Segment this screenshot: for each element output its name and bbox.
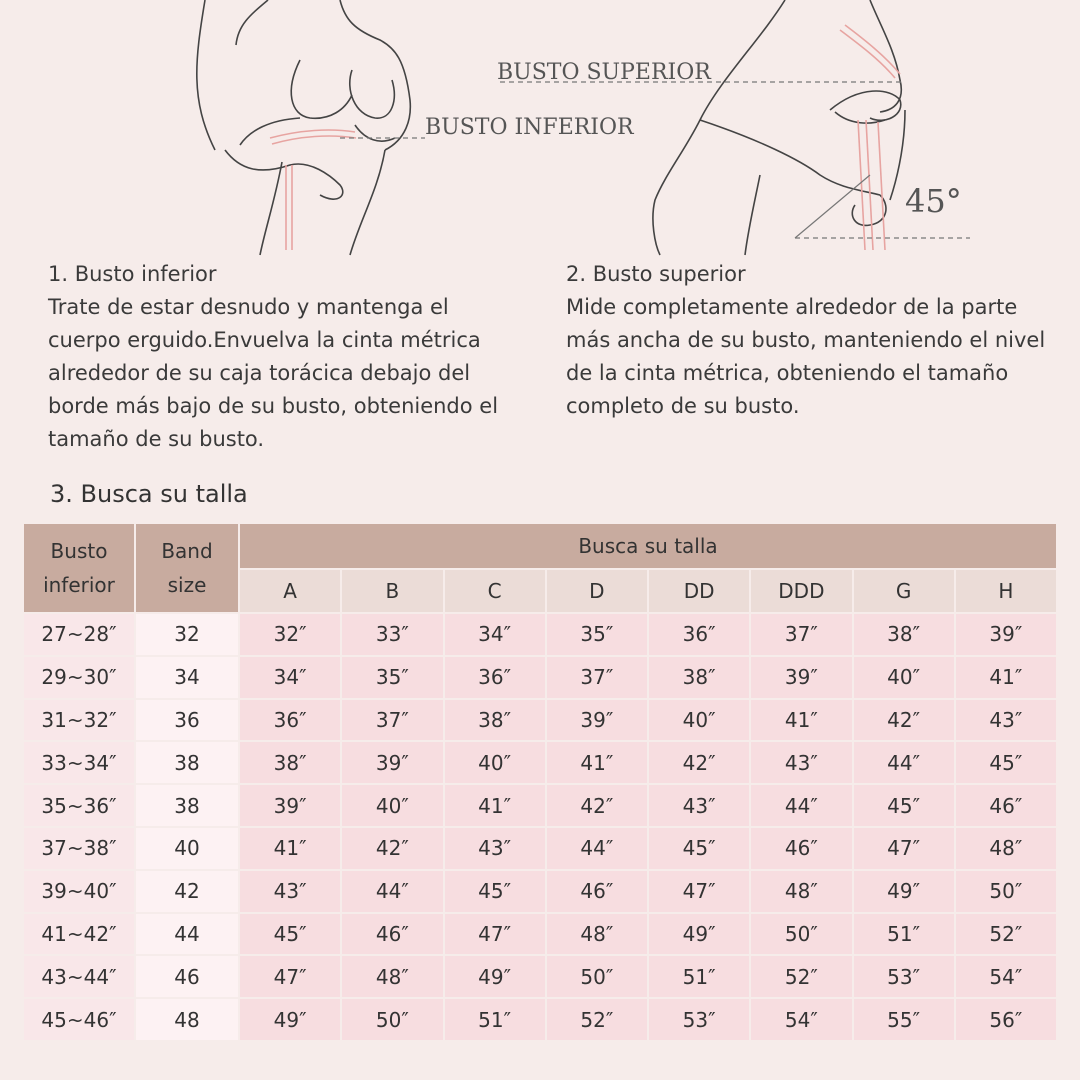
- lower-bust-label: BUSTO INFERIOR: [425, 115, 634, 140]
- size-cell: 34″: [444, 613, 546, 656]
- size-cell: 37″: [546, 656, 648, 699]
- table-row: [23, 998, 1057, 1041]
- size-table: [22, 522, 1058, 1042]
- size-cell: 49″: [853, 870, 955, 913]
- size-cell: 45″: [648, 827, 750, 870]
- bust-range-cell: 29~30″: [23, 656, 135, 699]
- size-cell: 41″: [239, 827, 341, 870]
- size-cell: 47″: [444, 913, 546, 956]
- size-cell: 43″: [750, 741, 852, 784]
- size-cell: 32″: [239, 613, 341, 656]
- size-cell: 47″: [853, 827, 955, 870]
- step-title: 1. Busto inferior: [48, 262, 217, 286]
- table-body: [23, 613, 1057, 1041]
- bust-range-cell: 45~46″: [23, 998, 135, 1041]
- cup-header: DD: [648, 569, 750, 613]
- size-cell: 37″: [341, 699, 443, 742]
- step-lower-bust: [48, 258, 518, 456]
- table-row: [23, 827, 1057, 870]
- size-cell: 46″: [955, 784, 1057, 827]
- size-cell: 49″: [239, 998, 341, 1041]
- size-cell: 35″: [546, 613, 648, 656]
- size-cell: 43″: [239, 870, 341, 913]
- size-group-header: Busca su talla: [239, 523, 1057, 569]
- size-cell: 51″: [444, 998, 546, 1041]
- cup-header: A: [239, 569, 341, 613]
- size-cell: 45″: [239, 913, 341, 956]
- size-cell: 43″: [955, 699, 1057, 742]
- size-cell: 49″: [444, 955, 546, 998]
- size-cell: 36″: [648, 613, 750, 656]
- cup-header: H: [955, 569, 1057, 613]
- size-cell: 50″: [955, 870, 1057, 913]
- size-cell: 45″: [955, 741, 1057, 784]
- table-row: [23, 699, 1057, 742]
- size-cell: 50″: [341, 998, 443, 1041]
- size-cell: 56″: [955, 998, 1057, 1041]
- size-cell: 41″: [444, 784, 546, 827]
- size-cell: 41″: [750, 699, 852, 742]
- step-body: Trate de estar desnudo y mantenga el cuerpo erguido.Envuelva la cinta métrica alrededor de su caja torácica debajo del borde más bajo de su busto, obteniendo el tamaño de su busto.: [48, 295, 499, 451]
- size-cell: 51″: [648, 955, 750, 998]
- size-cell: 44″: [546, 827, 648, 870]
- size-cell: 48″: [341, 955, 443, 998]
- bust-range-cell: 41~42″: [23, 913, 135, 956]
- cup-header: G: [853, 569, 955, 613]
- front-figure: [197, 0, 425, 255]
- size-cell: 48″: [750, 870, 852, 913]
- size-cell: 39″: [750, 656, 852, 699]
- size-cell: 55″: [853, 998, 955, 1041]
- band-size-cell: 34: [135, 656, 239, 699]
- table-row: [23, 656, 1057, 699]
- measurement-illustration: [0, 0, 1080, 260]
- size-cell: 42″: [853, 699, 955, 742]
- size-cell: 33″: [341, 613, 443, 656]
- size-cell: 44″: [750, 784, 852, 827]
- size-cell: 49″: [648, 913, 750, 956]
- bust-range-cell: 31~32″: [23, 699, 135, 742]
- size-cell: 51″: [853, 913, 955, 956]
- size-cell: 38″: [239, 741, 341, 784]
- size-cell: 35″: [341, 656, 443, 699]
- band-size-cell: 44: [135, 913, 239, 956]
- size-cell: 54″: [955, 955, 1057, 998]
- size-cell: 53″: [648, 998, 750, 1041]
- size-cell: 48″: [546, 913, 648, 956]
- size-cell: 45″: [444, 870, 546, 913]
- size-cell: 52″: [955, 913, 1057, 956]
- angle-label: 45°: [905, 182, 962, 220]
- size-cell: 50″: [546, 955, 648, 998]
- size-cell: 40″: [444, 741, 546, 784]
- size-cell: 38″: [648, 656, 750, 699]
- size-cell: 47″: [648, 870, 750, 913]
- size-cell: 47″: [239, 955, 341, 998]
- size-cell: 36″: [444, 656, 546, 699]
- upper-bust-label: BUSTO SUPERIOR: [497, 60, 711, 85]
- size-cell: 38″: [853, 613, 955, 656]
- bust-range-cell: 43~44″: [23, 955, 135, 998]
- size-cell: 52″: [546, 998, 648, 1041]
- band-size-cell: 42: [135, 870, 239, 913]
- band-size-cell: 32: [135, 613, 239, 656]
- size-cell: 42″: [341, 827, 443, 870]
- band-column-header: Band size: [135, 523, 239, 613]
- size-cell: 44″: [341, 870, 443, 913]
- cup-header: D: [546, 569, 648, 613]
- size-cell: 42″: [648, 741, 750, 784]
- size-cell: 44″: [853, 741, 955, 784]
- size-cell: 41″: [546, 741, 648, 784]
- size-cell: 48″: [955, 827, 1057, 870]
- bust-column-header: Busto inferior: [23, 523, 135, 613]
- size-cell: 36″: [239, 699, 341, 742]
- table-row: [23, 913, 1057, 956]
- size-cell: 46″: [546, 870, 648, 913]
- size-cell: 41″: [955, 656, 1057, 699]
- table-row: [23, 955, 1057, 998]
- size-cell: 39″: [341, 741, 443, 784]
- size-cell: 43″: [444, 827, 546, 870]
- size-cell: 37″: [750, 613, 852, 656]
- size-cell: 54″: [750, 998, 852, 1041]
- bust-range-cell: 27~28″: [23, 613, 135, 656]
- band-size-cell: 38: [135, 784, 239, 827]
- band-size-cell: 38: [135, 741, 239, 784]
- size-cell: 46″: [341, 913, 443, 956]
- cup-header: B: [341, 569, 443, 613]
- size-cell: 39″: [546, 699, 648, 742]
- bust-range-cell: 33~34″: [23, 741, 135, 784]
- size-cell: 50″: [750, 913, 852, 956]
- band-size-cell: 36: [135, 699, 239, 742]
- step-title: 2. Busto superior: [566, 262, 746, 286]
- size-cell: 40″: [648, 699, 750, 742]
- size-cell: 40″: [853, 656, 955, 699]
- size-cell: 40″: [341, 784, 443, 827]
- size-cell: 46″: [750, 827, 852, 870]
- band-size-cell: 40: [135, 827, 239, 870]
- size-cell: 38″: [444, 699, 546, 742]
- size-cell: 45″: [853, 784, 955, 827]
- bust-range-cell: 35~36″: [23, 784, 135, 827]
- step-upper-bust: [566, 258, 1046, 423]
- find-size-title: 3. Busca su talla: [50, 480, 248, 508]
- size-cell: 43″: [648, 784, 750, 827]
- bust-range-cell: 37~38″: [23, 827, 135, 870]
- band-size-cell: 46: [135, 955, 239, 998]
- size-cell: 34″: [239, 656, 341, 699]
- cup-header: DDD: [750, 569, 852, 613]
- cup-header: C: [444, 569, 546, 613]
- step-body: Mide completamente alrededor de la parte más ancha de su busto, manteniendo el nivel de la cinta métrica, obteniendo el tamaño completo de su busto.: [566, 295, 1046, 418]
- table-row: [23, 741, 1057, 784]
- size-cell: 39″: [955, 613, 1057, 656]
- size-cell: 39″: [239, 784, 341, 827]
- bust-range-cell: 39~40″: [23, 870, 135, 913]
- size-cell: 52″: [750, 955, 852, 998]
- band-size-cell: 48: [135, 998, 239, 1041]
- table-row: [23, 613, 1057, 656]
- table-row: [23, 870, 1057, 913]
- size-cell: 53″: [853, 955, 955, 998]
- table-row: [23, 784, 1057, 827]
- size-cell: 42″: [546, 784, 648, 827]
